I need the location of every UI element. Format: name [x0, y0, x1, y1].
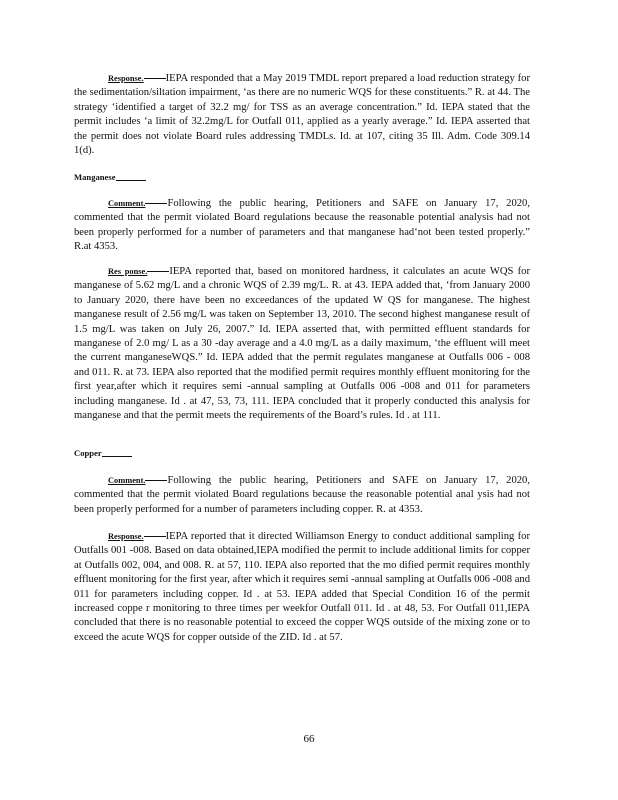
underline-gap: [147, 271, 169, 272]
heading-rule: [102, 456, 132, 457]
underline-gap: [144, 78, 166, 79]
heading-rule: [116, 180, 146, 181]
copper-comment-paragraph: [74, 474, 530, 517]
page-number: 66: [303, 733, 315, 745]
underline-gap: [145, 480, 167, 481]
comment-label: Comment.: [108, 476, 146, 485]
manganese-comment-text: Following the public hearing, Petitioners and SAFE on January 17, 2020, commented that the permit violated Board regulations because the reasonable potential analysis had not been properly performed for a number of parameters and that manganese had‘not been tested properly.” R.at 4353.: [74, 198, 530, 253]
intro-response-text: IEPA responded that a May 2019 TMDL report prepared a load reduction strategy for the sedimentation/siltation impairment, ‘as there are no numeric WQS for these constituents.” R. at 44. The strategy ‘identified a target of 32.2 mg/ for TSS as an average concentration.” Id. IEPA stated that the permit includes ‘a limit of 32.2mg/L for Outfall 011, applied as a yearly average.” Id. IEPA asserted that the permit does not violate Board rules addressing TMDLs. Id. at 107, citing 35 Ill. Adm. Code 309.14 1(d).: [74, 73, 530, 157]
comment-label: Comment.: [108, 199, 146, 208]
manganese-response-paragraph: [74, 265, 530, 423]
underline-gap: [144, 536, 166, 537]
response-label: Res ponse.: [108, 267, 148, 276]
copper-heading-text: Copper: [74, 448, 102, 458]
copper-heading: [74, 448, 132, 458]
underline-gap: [145, 203, 167, 204]
copper-response-text: IEPA reported that it directed Williamson Energy to conduct additional sampling for Outfalls 001 -008. Based on data obtained,IEPA modified the permit to include additional limits for copper at Outfalls 002, 004, and 008. R. at 57, 110. IEPA also reported that the mo dified permit requires monthly effluent monitoring for the first year, after which it requires semi -annual sampling at Outfalls 006 -008 and 011 for parameters including copper. Id . at 53. IEPA added that Special Condition 16 of the permit increased coppe r monitoring to three times per weekfor Outfall 011. Id . at 48, 53. For Outfall 011,IEPA concluded that there is no reasonable potential to exceed the copper WQS outside of the mixing zone or to exceed the acute WQS for copper outside of the ZID. Id . at 57.: [74, 531, 530, 643]
manganese-comment-paragraph: [74, 197, 530, 255]
response-label: Response.: [108, 532, 144, 541]
copper-response-paragraph: [74, 530, 530, 645]
intro-response-paragraph: [74, 72, 530, 158]
manganese-heading: [74, 172, 146, 182]
copper-comment-text: Following the public hearing, Petitioners and SAFE on January 17, 2020, commented that the permit violated Board regulations because the reasonable potential anal ysis had not been properly performed for a number of parameters including copper. R. at 4353.: [74, 475, 530, 515]
manganese-heading-text: Manganese: [74, 172, 116, 182]
response-label: Response.: [108, 74, 144, 83]
manganese-response-text: IEPA reported that, based on monitored hardness, it calculates an acute WQS for manganese of 5.62 mg/L and a chronic WQS of 2.39 mg/L. R. at 43. IEPA added that, ‘from January 2000 to January 2020, there have been no exceedances of the updated W QS for manganese. The highest manganese result of 2.56 mg/L was taken on September 13, 2010. The second highest manganese result of 1.5 mg/L was taken on July 26, 2007.” Id. IEPA asserted that, with permitted effluent standards for manganese of 2.0 mg/ L as a 30 -day average and a 4.0 mg/L as a daily maximum, ‘the effluent will meet the current manganeseWQS.” Id. IEPA added that the permit regulates manganese at Outfalls 006 - 008 and 011. R. at 73. IEPA also reported that the modified permit requires monthly effluent monitoring for the first year,after which it requires semi -annual sampling at Outfalls 006 -008 and 011 for parameters including manganese. Id . at 47, 53, 73, 111. IEPA concluded that it properly conducted this analysis for manganese and that the permit meets the requirements of the Board’s rules. Id . at 111.: [74, 266, 530, 422]
